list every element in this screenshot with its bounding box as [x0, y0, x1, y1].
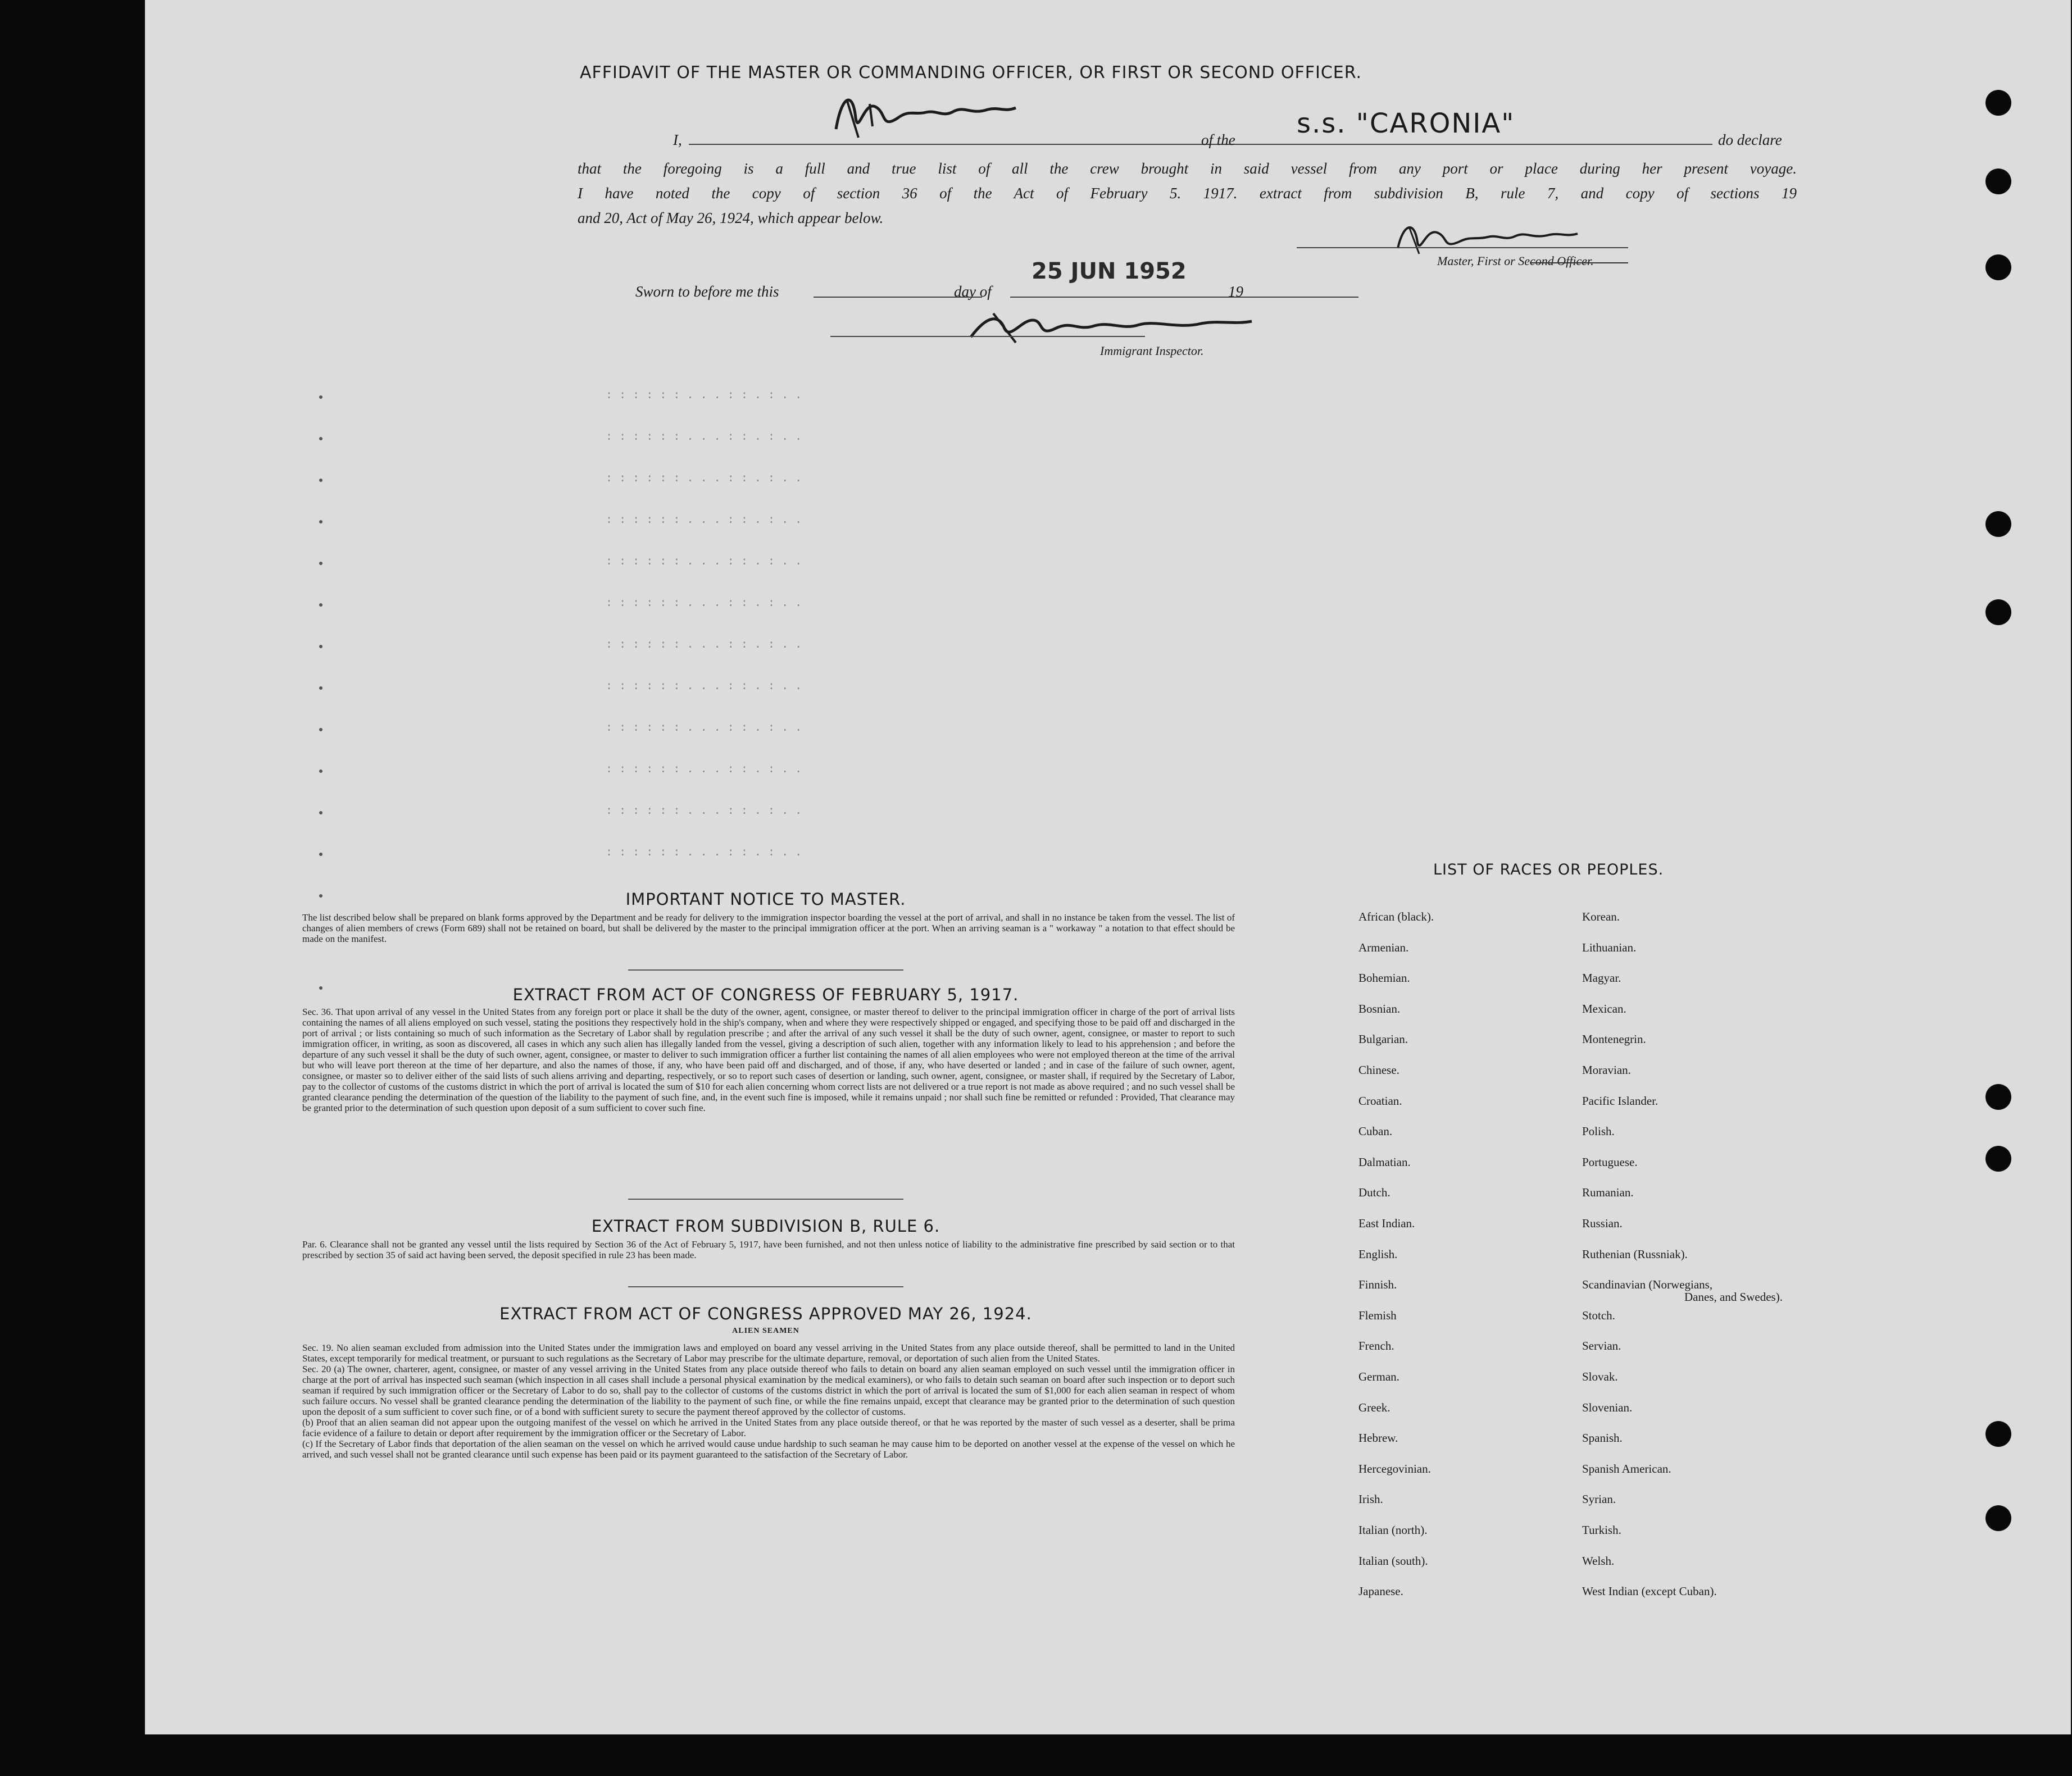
punch-hole — [1985, 511, 2011, 537]
divider — [628, 969, 903, 971]
master-signature — [1387, 215, 1589, 259]
race-item: Bosnian. — [1358, 1001, 1401, 1015]
extract-1917-text: Sec. 36. That upon arrival of any vessel in the United States from any foreign port or place it shall be the duty of the owner, agent, consignee, or master thereof to deliver to the principal immigration officer in charge of the port of arrival lists containing the names of all aliens employed on such vessel, stating the positions they respectively hold in the ship's company, when and where they were respectively shipped or engaged, and specifying those to be paid off and discharged in the port of arrival ; or lists containing so much of such information as the Secretary of Labor shall by regulation prescribe ; and after the arrival of any such vessel it shall be the duty of such owner, agent, consignee, or master to report to such immigration officer, in writing, as soon as discovered, all cases in which any such alien has illegally landed from the vessel, giving a description of such alien, together with any information likely to lead to his apprehension ; and before the departure of any such vessel it shall be the duty of such owner, agent, consignee, or master to deliver to such immigration officer a further list containing the names of all alien employees who were not employed thereon at the time of the arrival but who will leave port thereon at the time of her departure, and also the names of those, if any, who have been paid off and discharged, and of those, if any, who have deserted or landed ; and in case of the failure of such owner, agent, consignee, or master so to deliver either of the said lists of such aliens arriving and departing, respectively, or so to report such cases of desertion or landing, such owner, agent, consignee, or master shall, if required by the Secretary of Labor, pay to the collector of customs of the customs district in which the port of arrival is located the sum of $10 for each alien concerning whom correct lists are not delivered or a true report is not made as above required ; and no such vessel shall be granted clearance pending the determination of the question of the liability to the payment of such fine, and, in the event such fine is imposed, while it remains unpaid ; nor shall such fine be remitted or refunded : Provided, That clearance may be granted prior to the determination of such question upon deposit of a sum sufficient to cover such fine. — [302, 1007, 1235, 1113]
master-label: Master, First or Second Officer. — [1437, 254, 1594, 268]
date-stamp: 25 JUN 1952 — [1032, 258, 1187, 284]
sworn-label: Sworn to before me this — [635, 283, 779, 300]
race-item: Ruthenian (Russniak). — [1582, 1247, 1688, 1261]
of-the-label: of the — [1201, 131, 1235, 148]
punch-hole — [1985, 1421, 2011, 1447]
race-item: Hebrew. — [1358, 1431, 1398, 1445]
race-item: Korean. — [1582, 910, 1620, 923]
affidavit-line-3: and 20, Act of May 26, 1924, which appear below. — [578, 210, 884, 226]
race-item: Polish. — [1582, 1124, 1615, 1139]
inspector-signature — [965, 303, 1257, 348]
notice-title: IMPORTANT NOTICE TO MASTER. — [625, 890, 906, 909]
extract-1917-title: EXTRACT FROM ACT OF CONGRESS OF FEBRUARY 5, 1917. — [512, 985, 1019, 1004]
race-item: Greek. — [1358, 1400, 1391, 1414]
do-declare-label: do declare — [1718, 131, 1782, 148]
race-item: Scandinavian (Norwegians, — [1582, 1278, 1713, 1292]
punch-hole — [1985, 254, 2011, 280]
race-item: Finnish. — [1358, 1278, 1397, 1292]
master-signature-top — [825, 84, 1027, 146]
race-item: Flemish — [1358, 1308, 1397, 1322]
sec20c-text: (c) If the Secretary of Labor finds that deportation of the alien seaman on the vessel on which he arrived would cause undue hardship to such seaman he may cause him to be deported on another vessel at the expense of the vessel on which he arrived, and such vessel shall not be granted clearance until such expense has been paid or its payment guaranteed to the satisfaction of the Secretary of Labor. — [302, 1438, 1235, 1460]
race-item: Croatian. — [1358, 1094, 1402, 1108]
race-item: English. — [1358, 1247, 1398, 1261]
ship-name: s.s. "CARONIA" — [1297, 108, 1515, 139]
race-item: Danes, and Swedes). — [1684, 1290, 1783, 1304]
race-item: Servian. — [1582, 1339, 1621, 1353]
strike-through — [1530, 262, 1628, 263]
race-item: Moravian. — [1582, 1063, 1631, 1077]
race-item: Bohemian. — [1358, 971, 1410, 985]
affidavit-title: AFFIDAVIT OF THE MASTER OR COMMANDING OFFICER, OR FIRST OR SECOND OFFICER. — [579, 63, 1362, 83]
race-item: Italian (south). — [1358, 1554, 1428, 1568]
race-item: Magyar. — [1582, 971, 1621, 985]
race-item: Slovak. — [1582, 1370, 1618, 1383]
race-item: Montenegrin. — [1582, 1032, 1646, 1046]
race-item: Dutch. — [1358, 1186, 1391, 1200]
extract-1924-body — [302, 1342, 1235, 1460]
race-item: Turkish. — [1582, 1523, 1621, 1537]
ship-line — [1291, 144, 1712, 145]
race-item: Dalmatian. — [1358, 1155, 1411, 1169]
sworn-month-line — [1010, 297, 1358, 298]
race-item: Lithuanian. — [1582, 940, 1637, 954]
race-item: Armenian. — [1358, 940, 1409, 954]
sec20b-text: (b) Proof that an alien seaman did not appear upon the outgoing manifest of the vessel on which he arrived in the United States from any place outside thereof, or that he was reported by the master of such vessel as a deserter, shall be prima facie evidence of a failure to detain or deport after requirement by the immigration officer or the Secretary of Labor. — [302, 1417, 1235, 1438]
rule6-title: EXTRACT FROM SUBDIVISION B, RULE 6. — [591, 1217, 940, 1236]
punch-hole — [1985, 90, 2011, 116]
affidavit-i: I, — [673, 131, 682, 148]
race-item: German. — [1358, 1370, 1399, 1383]
divider — [628, 1286, 903, 1287]
master-sign-line — [1297, 247, 1628, 248]
inspector-label: Immigrant Inspector. — [1100, 344, 1204, 358]
race-item: Bulgarian. — [1358, 1032, 1408, 1046]
race-item: Syrian. — [1582, 1492, 1616, 1506]
race-item: West Indian (except Cuban). — [1582, 1584, 1717, 1599]
affidavit-line-1: that the foregoing is a full and true list of all the crew brought in said vessel from any port or place during her present voyage. — [578, 160, 1797, 177]
race-item: Welsh. — [1582, 1554, 1615, 1568]
race-item: Japanese. — [1358, 1584, 1403, 1599]
punch-hole — [1985, 169, 2011, 194]
race-item: Irish. — [1358, 1492, 1383, 1506]
race-item: Italian (north). — [1358, 1523, 1428, 1537]
manifest-page: : : : : : : . . . : : . : . . : : : : : : . . . : : . : . . : : : : : : . . . : : . : . . : : : : : : . . . : : . : . . : : : : : : . . . : : . : . . : : : : : : . . . : : . : . . : : : : : : . . . : : . : . . : : : : : : . . . : : . : . . : : : : : : . . . : : . : . . : : : : : : . . . : : . : . . : : : : : : . . . : : . : . . : : : : : : . . . : : . : . . AFFIDAVIT OF THE MASTER OR COMMANDING OFFICER, OR FIRST OR SECOND OFFICER. I, of the s.s. "CARONIA" do declare that the foregoing is a full and true list of all the crew brought in said vessel from any port or place during her present voyage. I have noted the copy of section 36 of the Act of February 5. 1917. extract from subdivision B, rule 7, and copy of sections 19 and 20, Act of May 26, 1924, which appear below. Master, First or Second Officer. Sworn to before me this day of 25 JUN 1952 19 Immigrant Inspector. IMPORTANT NOTICE TO MASTER. The list described below shall be prepared on blank forms approved by the Department and be ready for delivery to the immigration inspector boarding the vessel at the port of arrival, and shall in no instance be taken from the vessel. The list of changes of alien members of crews (Form 689) shall not be retained on board, but shall be delivered by the master to the principal immigration officer at the port. When an arriving seaman is a " workaway " a notation to that effect should be made on the manifest. EXTRACT FROM ACT OF CONGRESS OF FEBRUARY 5, 1917. Sec. 36. That upon arrival of any vessel in the United States from any foreign port or place it shall be the duty of the owner, agent, consignee, or master thereof to deliver to the principal immigration officer in charge of the port of arrival lists containing the names of all aliens employed on such vessel, stating the positions they respectively hold in the ship's company, when and where they were respectively shipped or engaged, and specifying those to be paid off and discharged in the port of arrival ; or lists containing so much of such information as the Secretary of Labor shall by regulation prescribe ; and after the arrival of any such vessel it shall be the duty of such owner, agent, consignee, or master to report to such immigration officer, in writing, as soon as discovered, all cases in which any such alien has illegally landed from the vessel, giving a description of such alien, together with any information likely to lead to his apprehension ; and before the departure of any such vessel it shall be the duty of such owner, agent, consignee, or master to deliver to such immigration officer a further list containing the names of all alien employees who were not employed thereon at the time of the arrival but who will leave port thereon at the time of her departure, and also the names of those, if any, who have been paid off and discharged, and of those, if any, who have deserted or landed ; and in case of the failure of such owner, agent, consignee, or master so to deliver either of the said lists of such aliens arriving and departing, respectively, or so to report such cases of desertion or landing, such owner, agent, consignee, or master shall, if required by the Secretary of Labor, pay to the collector of customs of the customs district in which the port of arrival is located the sum of $10 for each alien concerning whom correct lists are not delivered or a true report is not made as above required ; and no such vessel shall be granted clearance pending the determination of the question of the liability to the payment of such fine, and, in the event such fine is imposed, while it remains unpaid ; nor shall such fine be remitted or refunded : Provided, That clearance may be granted prior to the determination of such question upon deposit of a sum sufficient to cover such fine. EXTRACT FROM SUBDIVISION B, RULE 6. Par. 6. Clearance shall not be granted any vessel until the lists required by Section 36 of the Act of February 5, 1917, have been furnished, and not then unless notice of liability to the administrative fine prescribed by said section or to that prescribed by section 35 of said act having been served, the deposit specified in rule 23 has been made. EXTRACT FROM ACT OF CONGRESS APPROVED MAY 26, 1924. ALIEN SEAMEN Sec. 19. No alien seaman excluded from admission into the United States under the immigration laws and employed on board any vessel arriving in the United States from any place outside thereof, shall be permitted to land in the United States, except temporarily for medical treatment, or pursuant to such regulations as the Secretary of Labor may prescribe for the ultimate departure, removal, or deportation of such alien from the United States. Sec. 20 (a) The owner, charterer, agent, consignee, or master of any vessel arriving in the United States from any place outside thereof who fails to detain on board any alien seaman employed on such vessel until the immigration officer in charge at the port of arrival has inspected such seaman (which inspection in all cases shall include a personal physical examination by the medical examiners), or who fails to detain such seaman on board after such inspection or to deport such seaman if required by such immigration officer or the Secretary of Labor to do so, shall pay to the collector of customs of the customs district in which the port of arrival is located the sum of $1,000 for each alien seaman in respect of whom such failure occurs. No vessel shall be granted clearance pending the determination of the liability to the payment of such fine, or while the fine remains unpaid, except that clearance may be granted prior to the determination of such question upon the deposit of a sum sufficient to cover such fine, or of a bond with sufficient surety to secure the payment thereof approved by the collector of customs. (b) Proof that an alien seaman did not appear upon the outgoing manifest of the vessel on which he arrived in the United States from any place outside thereof, or that he was reported by the master of such vessel as a deserter, shall be prima facie evidence of a failure to detain or deport after requirement by the immigration officer or the Secretary of Labor. (c) If the Secretary of Labor finds that deportation of the alien seaman on the vessel on which he arrived would cause undue hardship to such seaman he may cause him to be deported on another vessel at the expense of the vessel on which he arrived, and such vessel shall not be granted clearance until such expense has been paid or its payment guaranteed to the satisfaction of the Secretary of Labor. LIST OF RACES OR PEOPLES. African (black). Armenian. Bohemian. Bosnian. Bulgarian. Chinese. Croatian. Cuban. Dalmatian. Dutch. East Indian. English. Finnish. Flemish French. German. Greek. Hebrew. Hercegovinian. Irish. Italian (north). Italian (south). Japanese. Korean. Lithuanian. Magyar. Mexican. Montenegrin. Moravian. Pacific Islander. Polish. Portuguese. Rumanian. Russian. Ruthenian (Russniak). Scandinavian (Norwegians, Stotch. Servian. Slovak. Slovenian. Spanish. Spanish American. Syrian. Turkish. Welsh. West Indian (except Cuban). Danes, and Swedes). — [145, 0, 2071, 1734]
inspector-line — [830, 336, 1145, 337]
race-item: Stotch. — [1582, 1308, 1615, 1322]
race-item: Slovenian. — [1582, 1400, 1633, 1414]
race-item: African (black). — [1358, 910, 1434, 923]
alien-seamen-subtitle: ALIEN SEAMEN — [732, 1327, 799, 1335]
race-item: French. — [1358, 1339, 1394, 1353]
race-item: Hercegovinian. — [1358, 1461, 1431, 1476]
race-item: Cuban. — [1358, 1124, 1393, 1139]
punch-hole — [1985, 1505, 2011, 1531]
punch-hole — [1985, 599, 2011, 625]
race-item: Portuguese. — [1582, 1155, 1638, 1169]
races-title: LIST OF RACES OR PEOPLES. — [1433, 861, 1664, 878]
race-item: Spanish. — [1582, 1431, 1623, 1445]
race-item: Rumanian. — [1582, 1186, 1634, 1200]
punch-hole — [1985, 1084, 2011, 1110]
race-item: Pacific Islander. — [1582, 1094, 1658, 1108]
race-item: Chinese. — [1358, 1063, 1399, 1077]
year-prefix: 19 — [1228, 283, 1243, 300]
day-of-label: day of — [954, 283, 992, 300]
race-item: Spanish American. — [1582, 1461, 1671, 1476]
race-item: East Indian. — [1358, 1217, 1415, 1230]
race-item: Russian. — [1582, 1217, 1623, 1230]
sec19-text: Sec. 19. No alien seaman excluded from admission into the United States under the immigration laws and employed on board any vessel arriving in the United States from any place outside thereof, shall be permitted to land in the United States, except temporarily for medical treatment, or pursuant to such regulations as the Secretary of Labor may prescribe for the ultimate departure, removal, or deportation of such alien from the United States. — [302, 1342, 1235, 1364]
extract-1924-title: EXTRACT FROM ACT OF CONGRESS APPROVED MAY 26, 1924. — [499, 1304, 1032, 1323]
race-item: Mexican. — [1582, 1001, 1626, 1015]
affidavit-line-2: I have noted the copy of section 36 of the Act of February 5. 1917. extract from subdivision B, rule 7, and copy of sections 19 — [578, 185, 1797, 202]
divider — [628, 1199, 903, 1200]
notice-text: The list described below shall be prepared on blank forms approved by the Department and be ready for delivery to the immigration inspector boarding the vessel at the port of arrival, and shall in no instance be taken from the vessel. The list of changes of alien members of crews (Form 689) shall not be retained on board, but shall be delivered by the master to the principal immigration officer at the port. When an arriving seaman is a " workaway " a notation to that effect should be made on the manifest. — [302, 912, 1235, 944]
punch-hole — [1985, 1146, 2011, 1172]
rule6-text: Par. 6. Clearance shall not be granted any vessel until the lists required by Section 36 of the Act of February 5, 1917, have been furnished, and not then unless notice of liability to the administrative fine prescribed by said section or to that prescribed by section 35 of said act having been served, the deposit specified in rule 23 has been made. — [302, 1239, 1235, 1260]
sec20a-text: Sec. 20 (a) The owner, charterer, agent, consignee, or master of any vessel arriving in the United States from any place outside thereof who fails to detain on board any alien seaman employed on such vessel until the immigration officer in charge at the port of arrival has inspected such seaman (which inspection in all cases shall include a personal physical examination by the medical examiners), or who fails to detain such seaman on board after such inspection or to deport such seaman if required by such immigration officer or the Secretary of Labor to do so, shall pay to the collector of customs of the customs district in which the port of arrival is located the sum of $1,000 for each alien seaman in respect of whom such failure occurs. No vessel shall be granted clearance pending the determination of the liability to the payment of such fine, or while the fine remains unpaid, except that clearance may be granted prior to the determination of such question upon the deposit of a sum sufficient to cover such fine, or of a bond with sufficient surety to secure the payment thereof approved by the collector of customs. — [302, 1364, 1235, 1417]
